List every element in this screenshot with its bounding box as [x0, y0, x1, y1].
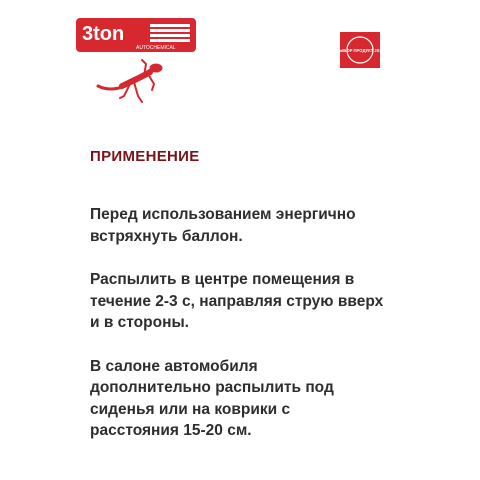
logo-text: 3ton — [82, 23, 125, 45]
text-line: Перед использованием энергично — [90, 206, 356, 223]
instruction-paragraph — [90, 269, 430, 334]
text-line: сиденья или на коврики с — [90, 400, 291, 418]
section-heading: ПРИМЕНЕНИЕ — [90, 148, 200, 165]
text-line: расстояния 15-20 см. — [90, 422, 252, 439]
text-line: дополнительно распылить под — [90, 379, 334, 396]
product-award-badge — [336, 32, 384, 68]
brand-logo — [76, 18, 196, 52]
instruction-paragraph — [90, 356, 430, 442]
logo-subtext: AUTOCHEMICAL — [136, 45, 176, 51]
text-line: В салоне автомобиля — [90, 357, 258, 375]
instruction-paragraph — [90, 204, 430, 247]
lizard-icon — [94, 56, 168, 112]
text-line: течение 2-3 с, направляя струю вверх — [90, 292, 384, 310]
text-line: и в стороны. — [90, 314, 189, 331]
text-line: Распылить в центре помещения в — [90, 271, 355, 288]
instructions — [90, 204, 430, 464]
badge-text: ВЫБОР ПРОДУКТ 2013 — [336, 48, 384, 53]
text-line: встряхнуть баллон. — [90, 227, 243, 245]
